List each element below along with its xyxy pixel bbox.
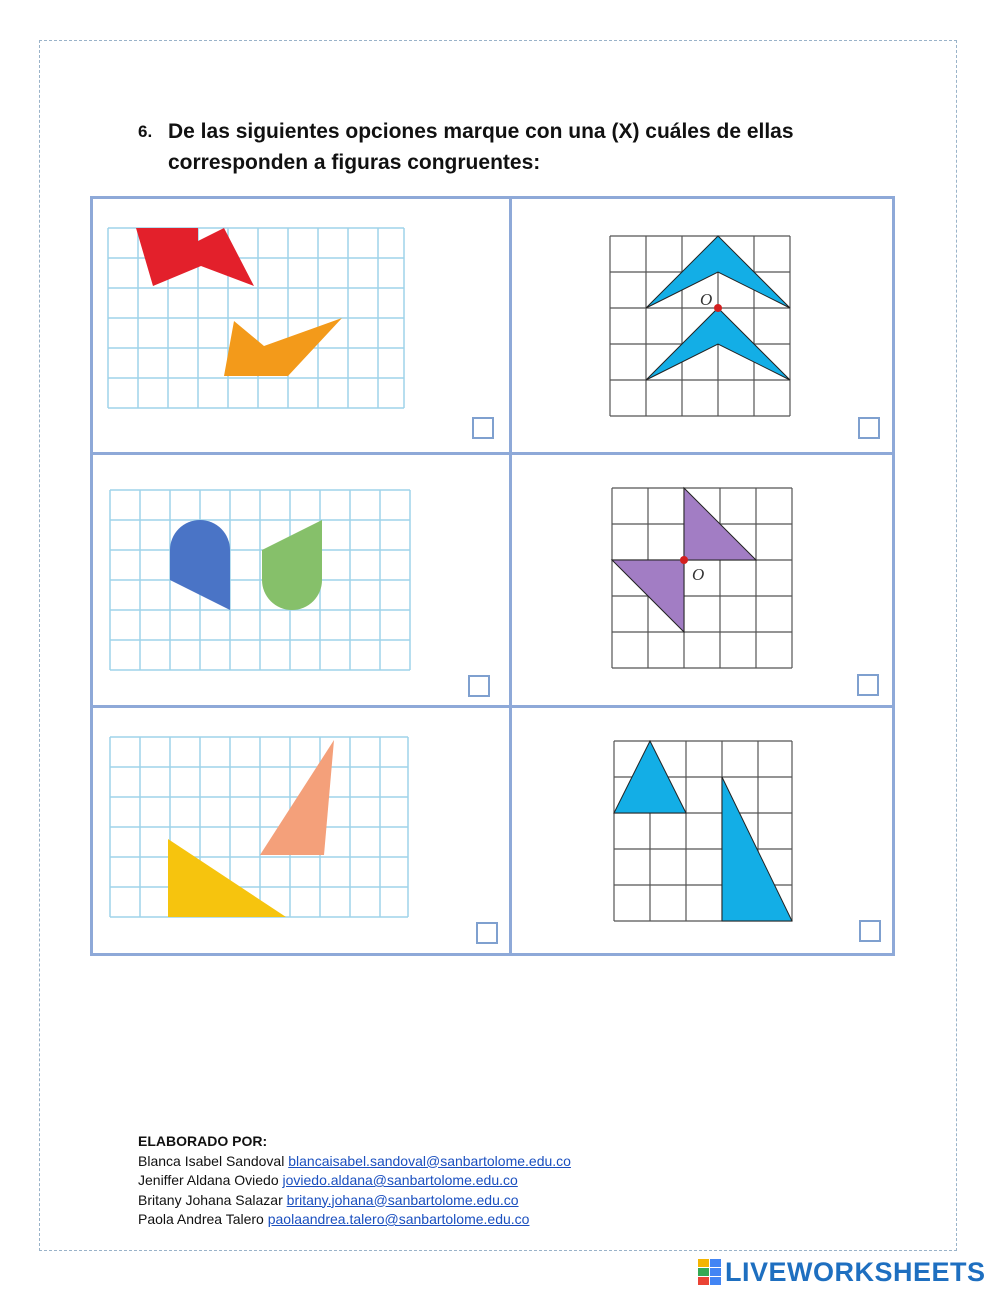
point-o-label: O (700, 290, 713, 309)
orange-polygon (224, 318, 342, 376)
question-number: 6. (138, 122, 153, 141)
author-row (138, 1171, 571, 1191)
author-name: Britany Johana Salazar (138, 1191, 283, 1208)
author-name: Blanca Isabel Sandoval (138, 1152, 285, 1169)
option-2-figure (608, 234, 794, 419)
point-o (680, 556, 688, 564)
option-1-checkbox[interactable] (472, 417, 494, 439)
credits (138, 1132, 571, 1230)
option-3-checkbox[interactable] (468, 675, 490, 697)
option-1-figure (106, 226, 406, 411)
option-2-checkbox[interactable] (858, 417, 880, 439)
option-5-figure (108, 735, 410, 920)
author-row (138, 1191, 571, 1211)
table-divider-row-2 (90, 705, 895, 708)
option-4-checkbox[interactable] (857, 674, 879, 696)
author-email-link[interactable]: joviedo.aldana@sanbartolome.edu.co (282, 1172, 518, 1188)
option-3-figure (108, 488, 413, 673)
author-row (138, 1152, 571, 1172)
green-drop (262, 520, 322, 610)
brand-text: LIVEWORKSHEETS (725, 1256, 986, 1287)
liveworksheets-logo-icon (698, 1259, 722, 1285)
author-name: Paola Andrea Talero (138, 1211, 264, 1227)
author-email-link[interactable]: britany.johana@sanbartolome.edu.co (286, 1191, 519, 1208)
author-row (138, 1210, 571, 1230)
option-6-figure (612, 739, 794, 923)
option-6-checkbox[interactable] (859, 920, 881, 942)
question-text: De las siguientes opciones marque con una (X) cuáles de ellas corresponden a figuras congruentes: (168, 120, 794, 174)
table-divider-vertical (509, 196, 512, 956)
author-email-link[interactable]: blancaisabel.sandoval@sanbartolome.edu.co (288, 1152, 571, 1169)
liveworksheets-brand (698, 1257, 986, 1287)
option-5-checkbox[interactable] (476, 922, 498, 944)
table-divider-row-1 (90, 452, 895, 455)
author-name: Jeniffer Aldana Oviedo (138, 1172, 279, 1188)
author-email-link[interactable]: paolaandrea.talero@sanbartolome.edu.co (267, 1211, 530, 1227)
point-o-label: O (692, 565, 705, 584)
option-4-figure (610, 486, 796, 672)
red-polygon (136, 228, 254, 286)
point-o (714, 304, 722, 312)
credits-heading: ELABORADO POR: (138, 1133, 268, 1149)
